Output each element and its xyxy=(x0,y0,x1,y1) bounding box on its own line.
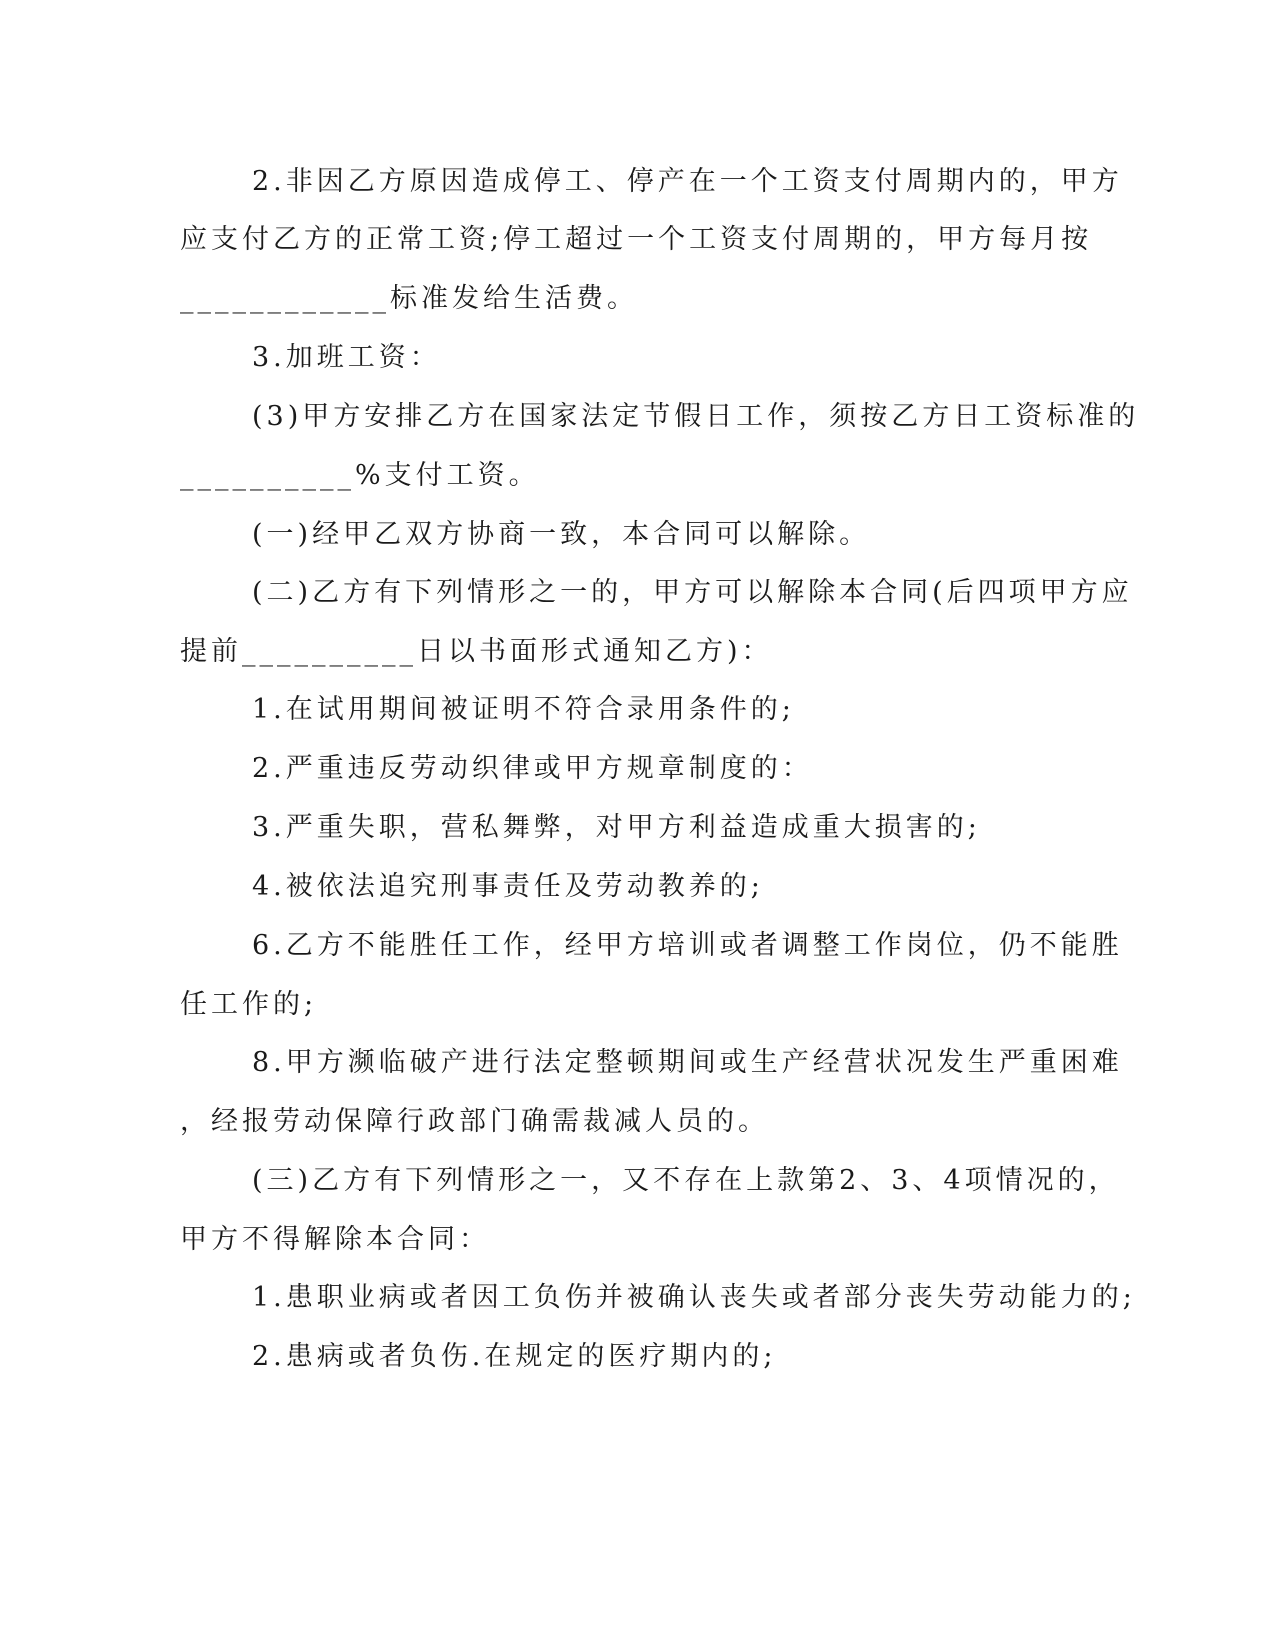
text-line: (三)乙方有下列情形之一，又不存在上款第2、3、4项情况的， xyxy=(252,1165,1120,1196)
text-line: 2.患病或者负伤.在规定的医疗期内的; xyxy=(252,1341,777,1372)
text-line: 1.患职业病或者因工负伤并被确认丧失或者部分丧失劳动能力的; xyxy=(252,1282,1136,1313)
text-line: 任工作的; xyxy=(180,989,318,1020)
text-line: 4.被依法追究刑事责任及劳动教养的; xyxy=(252,871,764,902)
text-line: ____________标准发给生活费。 xyxy=(180,283,638,314)
text-line: (一)经甲乙双方协商一致，本合同可以解除。 xyxy=(252,519,871,550)
text-line: 甲方不得解除本合同： xyxy=(180,1224,490,1255)
text-line: 2.严重违反劳动织律或甲方规章制度的： xyxy=(252,753,813,784)
text-line: 3.严重失职，营私舞弊，对甲方利益造成重大损害的; xyxy=(252,812,981,843)
text-line: (3)甲方安排乙方在国家法定节假日工作，须按乙方日工资标准的 xyxy=(252,401,1140,432)
text-line: 6.乙方不能胜任工作，经甲方培训或者调整工作岗位，仍不能胜 xyxy=(252,930,1123,961)
text-line: ，经报劳动保障行政部门确需裁减人员的。 xyxy=(180,1106,769,1137)
text-line: 2.非因乙方原因造成停工、停产在一个工资支付周期内的，甲方 xyxy=(252,166,1123,197)
text-line: (二)乙方有下列情形之一的，甲方可以解除本合同(后四项甲方应 xyxy=(252,577,1133,608)
text-line: 8.甲方濒临破产进行法定整顿期间或生产经营状况发生严重困难 xyxy=(252,1047,1123,1078)
text-line: __________%支付工资。 xyxy=(180,460,540,491)
text-line: 提前__________日以书面形式通知乙方)： xyxy=(180,636,773,667)
text-line: 3.加班工资： xyxy=(252,342,441,373)
text-line: 1.在试用期间被证明不符合录用条件的; xyxy=(252,694,795,725)
text-line: 应支付乙方的正常工资;停工超过一个工资支付周期的，甲方每月按 xyxy=(180,224,1093,255)
